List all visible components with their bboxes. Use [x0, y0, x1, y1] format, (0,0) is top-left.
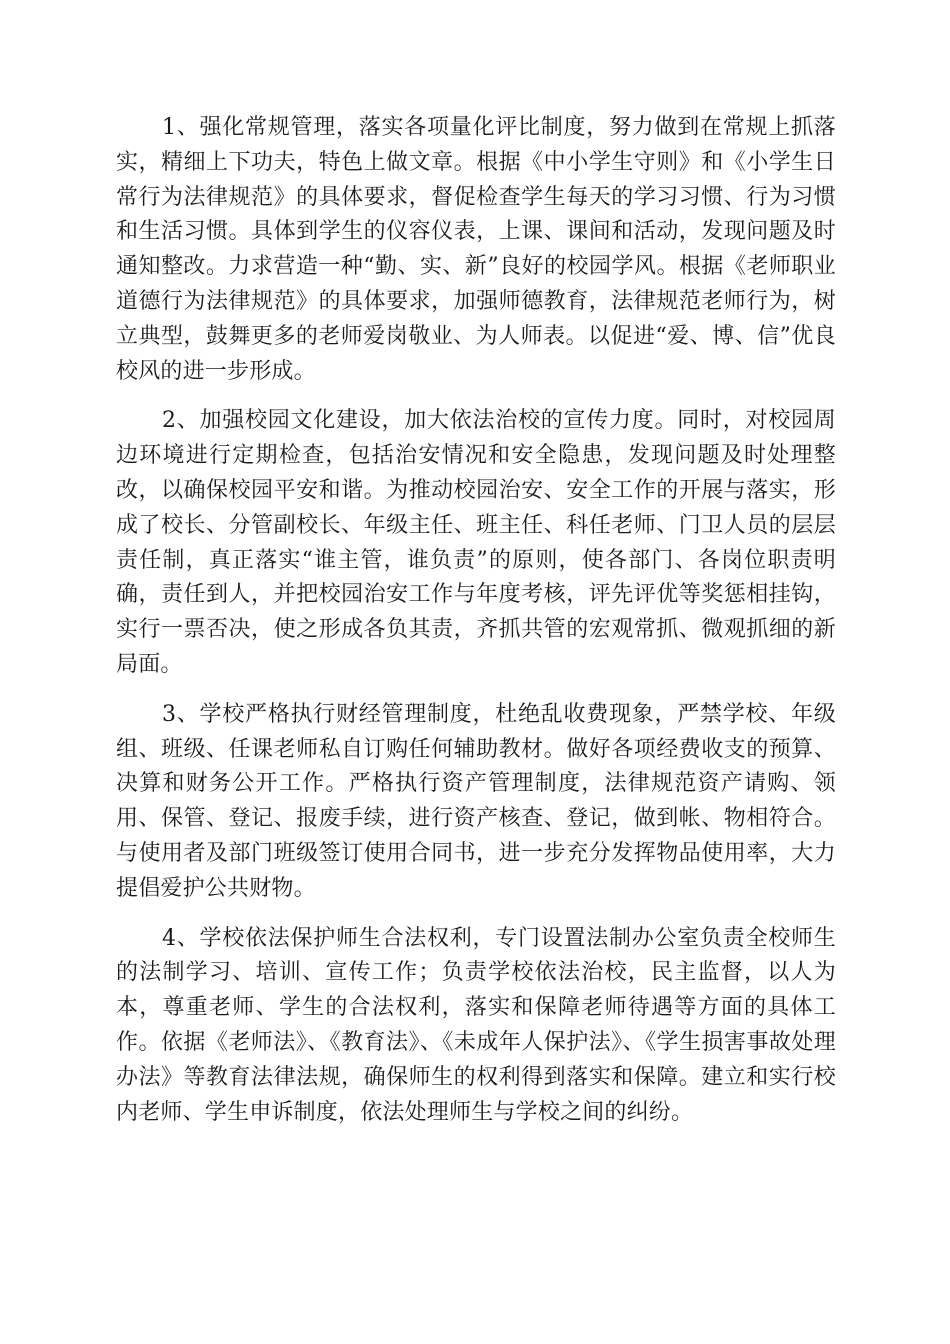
- paragraph-4: 4、学校依法保护师生合法权利，专门设置法制办公室负责全校师生的法制学习、培训、宣传工作；负责学校依法治校，民主监督，以人为本，尊重老师、学生的合法权利，落实和保障老师待遇等方面的具体工作。依据《老师法》、《教育法》、《未成年人保护法》、《学生损害事故处理办法》等教育法律法规，确保师生的权利得到落实和保障。建立和实行校内老师、学生申诉制度，依法处理师生与学校之间的纠纷。: [116, 925, 836, 1125]
- paragraph-1: 1、强化常规管理，落实各项量化评比制度，努力做到在常规上抓落实，精细上下功夫，特色上做文章。根据《中小学生守则》和《小学生日常行为法律规范》的具体要求，督促检查学生每天的学习习惯、行为习惯和生活习惯。具体到学生的仪容仪表，上课、课间和活动，发现问题及时通知整改。力求营造一种“勤、实、新”良好的校园学风。根据《老师职业道德行为法律规范》的具体要求，加强师德教育，法律规范老师行为，树立典型，鼓舞更多的老师爱岗敬业、为人师表。以促进“爱、博、信”优良校风的进一步形成。: [116, 115, 836, 384]
- document-body: [116, 111, 836, 1130]
- paragraph-3: 3、学校严格执行财经管理制度，杜绝乱收费现象，严禁学校、年级组、班级、任课老师私自订购任何辅助教材。做好各项经费收支的预算、决算和财务公开工作。严格执行资产管理制度，法律规范资产请购、领用、保管、登记、报废手续，进行资产核查、登记，做到帐、物相符合。与使用者及部门班级签订使用合同书，进一步充分发挥物品使用率，大力提倡爱护公共财物。: [116, 701, 836, 901]
- paragraph-2: 2、加强校园文化建设，加大依法治校的宣传力度。同时，对校园周边环境进行定期检查，包括治安情况和安全隐患，发现问题及时处理整改，以确保校园平安和谐。为推动校园治安、安全工作的开展与落实，形成了校长、分管副校长、年级主任、班主任、科任老师、门卫人员的层层责任制，真正落实“谁主管，谁负责”的原则，使各部门、各岗位职责明确，责任到人，并把校园治安工作与年度考核，评先评优等奖惩相挂钩，实行一票否决，使之形成各负其责，齐抓共管的宏观常抓、微观抓细的新局面。: [116, 408, 836, 677]
